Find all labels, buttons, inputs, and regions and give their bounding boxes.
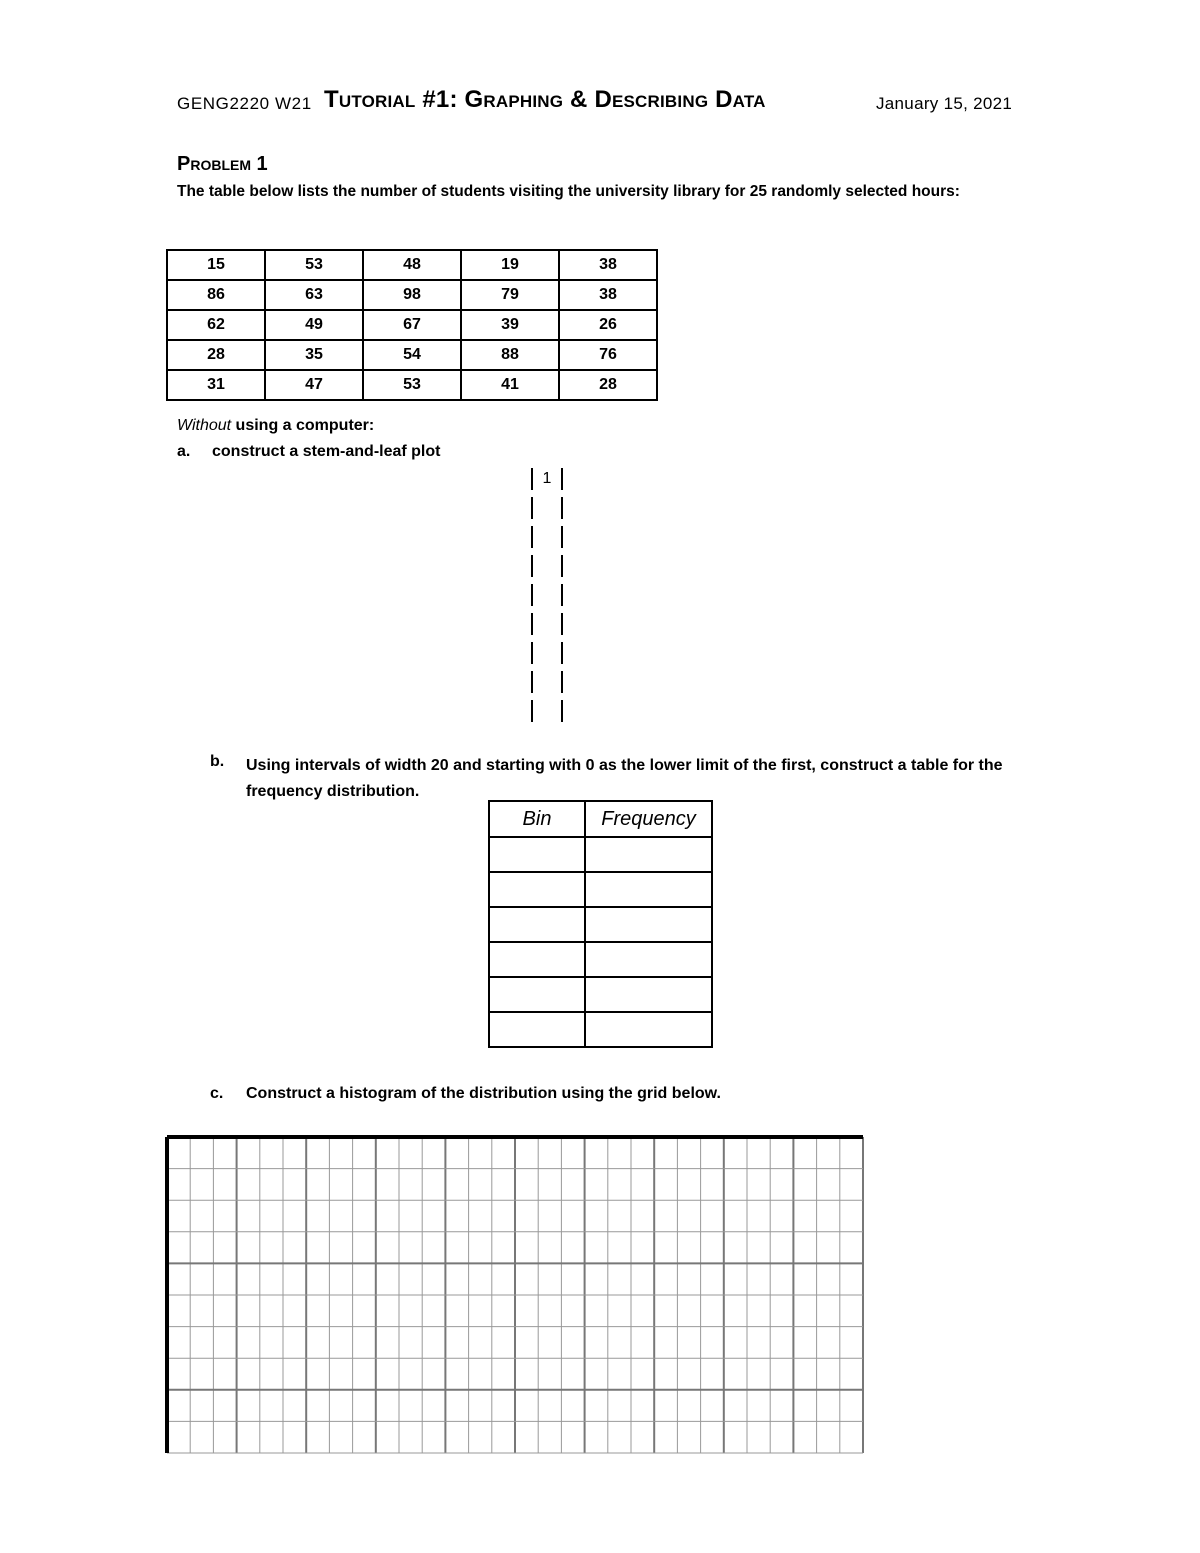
stem-row [531,671,563,693]
table-cell: 76 [559,340,657,370]
instruction-line [177,417,374,435]
table-cell: 39 [461,310,559,340]
frequency-cell[interactable] [585,1012,712,1047]
table-cell: 26 [559,310,657,340]
table-cell: 41 [461,370,559,400]
stem-row [531,584,563,606]
stem-row [531,613,563,635]
table-cell: 47 [265,370,363,400]
bin-cell[interactable] [489,837,585,872]
table-cell: 49 [265,310,363,340]
table-row [167,280,657,310]
part-b-text: Using intervals of width 20 and starting with 0 as the lower limit of the first, construct a table for the frequency distribution. [246,757,1003,800]
bin-cell[interactable] [489,1012,585,1047]
table-cell: 88 [461,340,559,370]
problem-heading: Problem 1 [177,153,268,175]
frequency-cell[interactable] [585,837,712,872]
frequency-cell[interactable] [585,977,712,1012]
part-a-text: construct a stem-and-leaf plot [212,443,441,460]
table-row [167,370,657,400]
bin-cell[interactable] [489,872,585,907]
table-cell: 53 [363,370,461,400]
table-row [489,837,712,872]
part-c-letter: c. [210,1085,224,1102]
table-row [167,250,657,280]
data-table [166,249,658,401]
table-row [489,977,712,1012]
problem-intro: The table below lists the number of students visiting the university library for 25 randomly selected hours: [177,183,960,200]
stem-row [531,642,563,664]
stem-row [531,526,563,548]
page-title: Tutorial #1: Graphing & Describing Data [324,86,766,113]
table-cell: 15 [167,250,265,280]
table-cell: 53 [265,250,363,280]
stem-and-leaf-plot [531,468,561,729]
table-cell: 67 [363,310,461,340]
frequency-table [488,800,713,1048]
table-row [489,942,712,977]
bin-header: Bin [489,801,585,837]
table-cell: 31 [167,370,265,400]
table-cell: 86 [167,280,265,310]
table-row [167,340,657,370]
frequency-header: Frequency [585,801,712,837]
part-a-letter: a. [177,443,191,460]
without-rest: using a computer: [231,417,375,434]
table-cell: 28 [167,340,265,370]
part-c-text: Construct a histogram of the distribution using the grid below. [246,1085,721,1102]
stem-row [531,555,563,577]
bin-cell[interactable] [489,942,585,977]
table-row [489,1012,712,1047]
histogram-grid [165,1135,865,1455]
table-cell: 62 [167,310,265,340]
stem-row [531,497,563,519]
table-cell: 38 [559,250,657,280]
table-cell: 48 [363,250,461,280]
table-cell: 54 [363,340,461,370]
table-row [489,872,712,907]
frequency-cell[interactable] [585,907,712,942]
table-cell: 19 [461,250,559,280]
table-row [489,907,712,942]
bin-cell[interactable] [489,907,585,942]
frequency-cell[interactable] [585,872,712,907]
table-cell: 38 [559,280,657,310]
table-cell: 63 [265,280,363,310]
table-cell: 35 [265,340,363,370]
stem-row [531,700,563,722]
frequency-cell[interactable] [585,942,712,977]
table-cell: 79 [461,280,559,310]
stem-value: 1 [542,470,552,487]
table-row [167,310,657,340]
date: January 15, 2021 [876,94,1013,113]
table-cell: 98 [363,280,461,310]
bin-cell[interactable] [489,977,585,1012]
part-b-letter: b. [210,753,225,770]
stem-row [531,468,563,490]
table-cell: 28 [559,370,657,400]
without-italic: Without [177,417,232,434]
course-code: GENG2220 W21 [177,94,312,113]
